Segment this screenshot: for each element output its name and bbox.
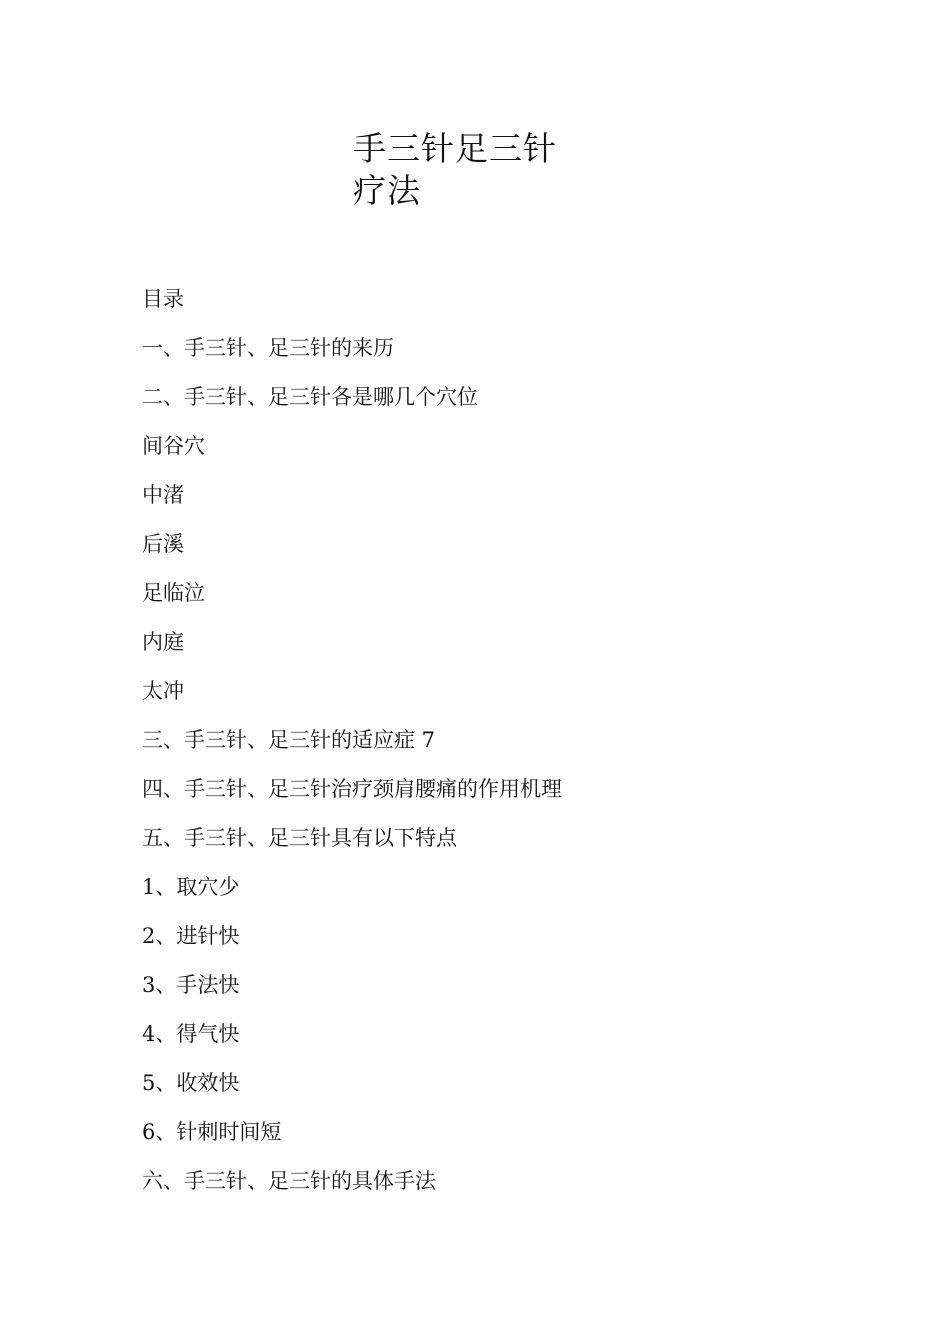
toc-item-feature-3: 3、手法快 [142,973,240,997]
toc-item-taichong: 太冲 [142,679,184,703]
toc-item-feature-6: 6、针刺时间短 [142,1120,282,1144]
toc-item-zhongzhu: 中渚 [142,483,184,507]
toc-item-indications: 三、手三针、足三针的适应症 7 [142,728,436,752]
title-line-1: 手三针足三针 [353,129,557,168]
toc-item-houxi: 后溪 [142,532,184,556]
toc-item-features: 五、手三针、足三针具有以下特点 [142,826,457,850]
toc-item-feature-1: 1、取穴少 [142,875,240,899]
toc-item-neiting: 内庭 [142,630,184,654]
toc-heading: 目录 [142,287,184,311]
table-of-contents [142,284,842,1215]
toc-item-origin: 一、手三针、足三针的来历 [142,336,394,360]
toc-item-feature-2: 2、进针快 [142,924,240,948]
toc-item-acupoints: 二、手三针、足三针各是哪几个穴位 [142,385,478,409]
toc-item-feature-4: 4、得气快 [142,1022,240,1046]
toc-item-zulinqi: 足临泣 [142,581,205,605]
toc-item-mechanism: 四、手三针、足三针治疗颈肩腰痛的作用机理 [142,777,562,801]
title-line-2: 疗法 [353,171,421,210]
toc-item-jiangu: 间谷穴 [142,434,205,458]
toc-item-technique: 六、手三针、足三针的具体手法 [142,1169,436,1193]
toc-item-feature-5: 5、收效快 [142,1071,240,1095]
document-title [353,128,593,212]
